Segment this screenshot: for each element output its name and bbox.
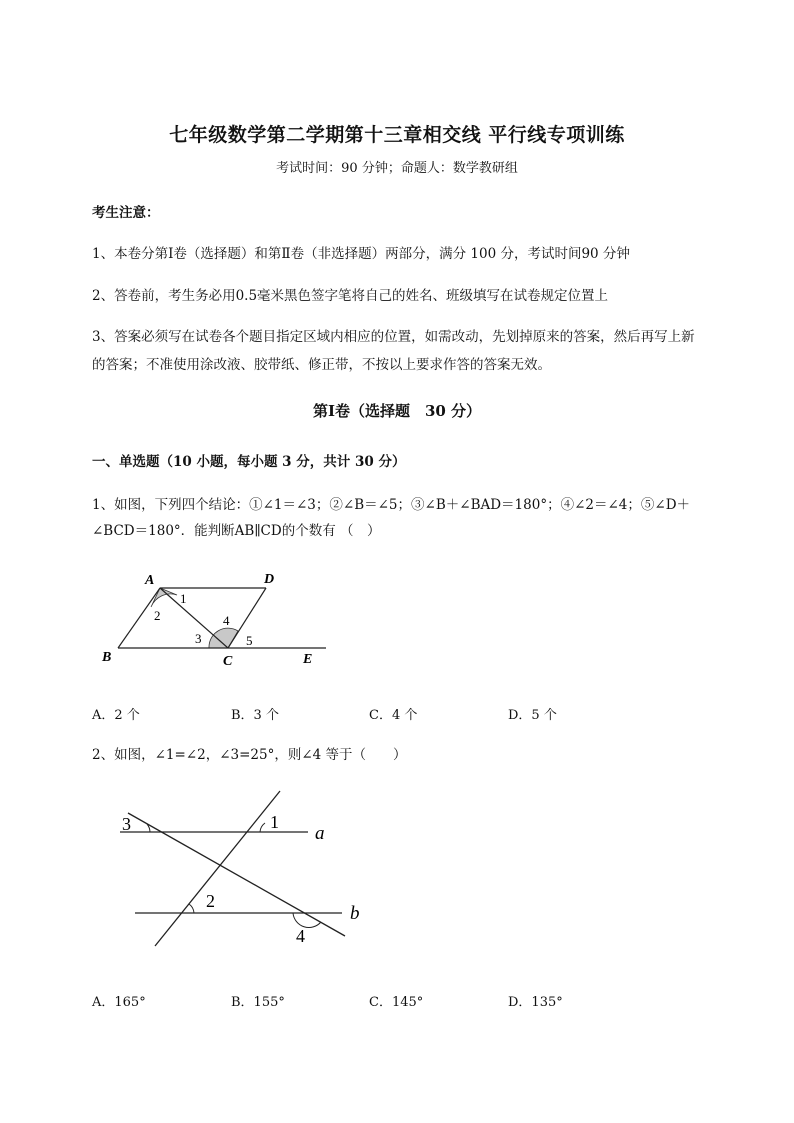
label-angle-2: 2 xyxy=(154,608,161,623)
label-angle-5: 5 xyxy=(246,633,253,648)
question-2-text: 2、如图，∠1=∠2，∠3=25°，则∠4 等于（ ） xyxy=(92,747,407,763)
label-line-a: a xyxy=(315,823,325,844)
note-item-2: 2、答卷前，考生务必用0.5毫米黑色签字笔将自己的姓名、班级填写在试卷规定位置上 xyxy=(92,288,609,304)
note-item-3-continued: 的答案；不准使用涂改液、胶带纸、修正带，不按以上要求作答的答案无效。 xyxy=(92,357,551,373)
page-title: 七年级数学第二学期第十三章相交线 平行线专项训练 xyxy=(169,124,625,146)
q1-option-a[interactable]: A．2 个 xyxy=(92,708,140,723)
question-1-figure xyxy=(98,568,338,673)
label-point-b: B xyxy=(102,650,112,665)
q2-option-c[interactable]: C．145° xyxy=(369,995,424,1010)
question-1-text-continued: ∠BCD＝180°．能判断AB∥CD的个数有 （ ） xyxy=(92,523,381,539)
label-angle-3: 3 xyxy=(195,631,202,646)
question-1-text: 1、如图，下列四个结论：①∠1＝∠3；②∠B＝∠5；③∠B＋∠BAD＝180°；④∠2＝∠4；⑤∠D＋ xyxy=(92,497,691,513)
label-point-d: D xyxy=(264,572,275,587)
q2-option-b[interactable]: B．155° xyxy=(231,995,285,1010)
q1-option-d[interactable]: D．5 个 xyxy=(508,708,557,723)
label-angle-4: 4 xyxy=(296,926,305,946)
section-title: 第Ⅰ卷（选择题 30 分） xyxy=(312,402,482,420)
q1-option-b[interactable]: B．3 个 xyxy=(231,708,279,723)
line-ac xyxy=(160,588,228,648)
label-line-b: b xyxy=(350,903,360,924)
label-angle-3: 3 xyxy=(122,814,131,834)
q2-option-a[interactable]: A．165° xyxy=(92,995,146,1010)
exam-info: 考试时间：90 分钟；命题人：数学教研组 xyxy=(276,161,518,176)
label-angle-1: 1 xyxy=(180,591,187,606)
q1-option-c[interactable]: C．4 个 xyxy=(369,708,418,723)
q2-option-d[interactable]: D．135° xyxy=(508,995,563,1010)
arc-angle-2 xyxy=(189,904,194,913)
label-point-a: A xyxy=(145,573,155,588)
label-angle-1: 1 xyxy=(270,812,279,832)
arc-angle-1 xyxy=(260,823,265,832)
label-angle-4: 4 xyxy=(223,613,230,628)
transversal-2 xyxy=(155,791,280,946)
label-point-e: E xyxy=(303,652,313,667)
question-2-figure xyxy=(110,790,380,955)
label-angle-2: 2 xyxy=(206,891,215,911)
note-item-3: 3、答案必须写在试卷各个题目指定区域内相应的位置，如需改动，先划掉原来的答案，然后再写上新 xyxy=(92,329,695,345)
notes-heading: 考生注意： xyxy=(92,205,160,221)
label-point-c: C xyxy=(223,654,233,669)
note-item-1: 1、本卷分第Ⅰ卷（选择题）和第Ⅱ卷（非选择题）两部分，满分 100 分，考试时间90 分钟 xyxy=(92,246,630,262)
part-heading: 一、单选题（10 小题，每小题 3 分，共计 30 分） xyxy=(92,454,406,470)
